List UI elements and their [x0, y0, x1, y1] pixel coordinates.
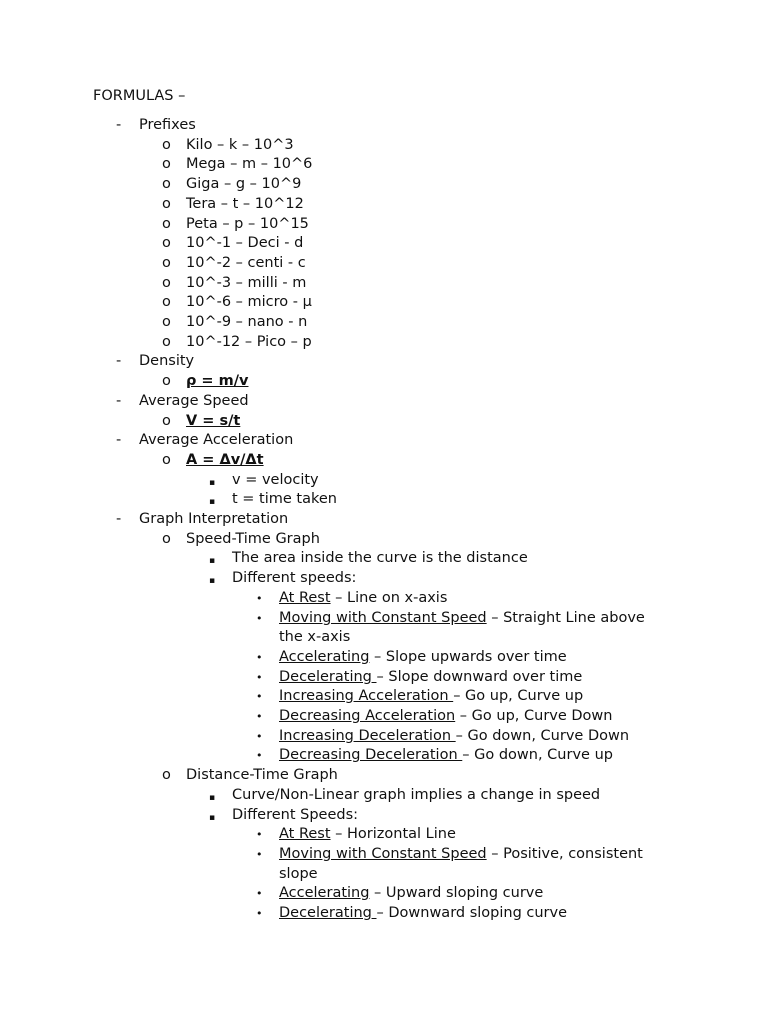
list-item	[279, 588, 447, 608]
list-item	[279, 667, 582, 687]
underlined-term: Accelerating	[279, 649, 370, 665]
list-marker: o	[162, 235, 171, 251]
list-marker: ▪	[209, 478, 216, 488]
list-marker: o	[162, 413, 171, 429]
list-marker: o	[162, 216, 171, 232]
page-title: FORMULAS –	[93, 88, 186, 104]
list-item	[186, 312, 307, 332]
list-marker: o	[162, 275, 171, 291]
list-item	[186, 273, 306, 293]
list-marker: •	[256, 730, 263, 743]
list-item	[279, 706, 612, 726]
list-item	[279, 627, 350, 647]
underlined-term: Moving with Constant Speed	[279, 610, 487, 626]
list-marker: o	[162, 373, 171, 389]
list-item	[279, 844, 643, 864]
list-item	[186, 135, 294, 155]
list-item	[139, 115, 196, 135]
list-marker: o	[162, 255, 171, 271]
list-marker: •	[256, 612, 263, 625]
item-text: Prefixes	[139, 117, 196, 133]
list-item	[279, 745, 613, 765]
item-text: – Slope downward over time	[376, 669, 583, 685]
item-text: 10^-2 – centi - c	[186, 255, 306, 271]
list-marker: -	[116, 353, 122, 369]
list-item	[279, 726, 629, 746]
list-item	[232, 470, 319, 490]
list-item	[186, 233, 303, 253]
item-text: Peta – p – 10^15	[186, 216, 309, 232]
list-item	[279, 608, 645, 628]
item-text: Graph Interpretation	[139, 511, 289, 527]
list-item	[139, 391, 249, 411]
list-item	[232, 568, 356, 588]
list-marker: ▪	[209, 793, 216, 803]
list-marker: -	[116, 393, 122, 409]
underlined-term: Accelerating	[279, 885, 370, 901]
item-text: Average Acceleration	[139, 432, 294, 448]
item-text: – Positive, consistent	[486, 846, 643, 862]
list-marker: •	[256, 907, 263, 920]
list-marker: o	[162, 137, 171, 153]
item-text: – Slope upwards over time	[369, 649, 567, 665]
list-marker: •	[256, 592, 263, 605]
underlined-term: Decelerating	[279, 905, 377, 921]
underlined-term: At Rest	[279, 826, 331, 842]
list-marker: -	[116, 432, 122, 448]
list-marker: o	[162, 314, 171, 330]
list-item	[186, 154, 312, 174]
list-item	[139, 351, 194, 371]
list-marker: -	[116, 511, 122, 527]
item-text: Distance-Time Graph	[186, 767, 338, 783]
list-marker: ▪	[209, 576, 216, 586]
list-item	[232, 785, 600, 805]
item-text: the x-axis	[279, 629, 351, 645]
item-text: 10^-6 – micro - µ	[186, 294, 312, 310]
list-marker: •	[256, 749, 263, 762]
list-item	[186, 214, 309, 234]
list-item	[186, 529, 320, 549]
item-text: Speed-Time Graph	[186, 531, 320, 547]
list-marker: o	[162, 452, 171, 468]
item-text: – Line on x-axis	[330, 590, 448, 606]
list-marker: o	[162, 531, 171, 547]
item-text: 10^-1 – Deci - d	[186, 235, 304, 251]
item-text: – Go up, Curve Down	[455, 708, 613, 724]
list-item	[139, 430, 293, 450]
item-text: Curve/Non-Linear graph implies a change in speed	[232, 787, 601, 803]
list-marker: o	[162, 767, 171, 783]
list-item	[186, 253, 306, 273]
underlined-term: Decreasing Deceleration	[279, 747, 463, 763]
list-item	[186, 371, 248, 391]
item-text: 10^-9 – nano - n	[186, 314, 308, 330]
list-marker: -	[116, 117, 122, 133]
list-marker: o	[162, 334, 171, 350]
list-marker: o	[162, 294, 171, 310]
item-text: 10^-3 – milli - m	[186, 275, 307, 291]
underlined-term: Decreasing Acceleration	[279, 708, 456, 724]
list-marker: •	[256, 828, 263, 841]
list-item	[139, 509, 288, 529]
list-item	[232, 489, 337, 509]
item-text: – Upward sloping curve	[369, 885, 544, 901]
item-text: Giga – g – 10^9	[186, 176, 302, 192]
item-text: Tera – t – 10^12	[186, 196, 304, 212]
list-item	[279, 903, 567, 923]
list-item	[232, 548, 528, 568]
list-item	[186, 292, 312, 312]
item-text: slope	[279, 866, 318, 882]
list-item	[186, 411, 240, 431]
list-item	[186, 194, 304, 214]
item-text: – Straight Line above	[486, 610, 645, 626]
list-marker: ▪	[209, 497, 216, 507]
list-marker: o	[162, 156, 171, 172]
list-marker: ▪	[209, 813, 216, 823]
item-text: The area inside the curve is the distance	[232, 550, 528, 566]
list-marker: •	[256, 887, 263, 900]
item-text: Different Speeds:	[232, 807, 359, 823]
item-text: – Go up, Curve up	[453, 688, 584, 704]
list-marker: •	[256, 671, 263, 684]
underlined-term: A = Δv/Δt	[186, 452, 264, 468]
list-item	[186, 450, 264, 470]
item-text: 10^-12 – Pico – p	[186, 334, 312, 350]
item-text: t = time taken	[232, 491, 337, 507]
list-item	[279, 824, 456, 844]
list-marker: o	[162, 196, 171, 212]
list-marker: •	[256, 690, 263, 703]
item-text: Different speeds:	[232, 570, 357, 586]
item-text: – Horizontal Line	[330, 826, 456, 842]
underlined-term: V = s/t	[186, 413, 241, 429]
list-item	[279, 864, 318, 884]
list-item	[186, 174, 301, 194]
underlined-term: ρ = m/v	[186, 373, 249, 389]
list-item	[186, 765, 338, 785]
item-text: – Downward sloping curve	[376, 905, 568, 921]
item-text: v = velocity	[232, 472, 319, 488]
list-marker: ▪	[209, 556, 216, 566]
item-text: – Go down, Curve Down	[455, 728, 630, 744]
list-marker: •	[256, 710, 263, 723]
item-text: – Go down, Curve up	[462, 747, 613, 763]
underlined-term: Increasing Deceleration	[279, 728, 456, 744]
item-text: Mega – m – 10^6	[186, 156, 313, 172]
underlined-term: Moving with Constant Speed	[279, 846, 487, 862]
item-text: Average Speed	[139, 393, 249, 409]
list-item	[232, 805, 358, 825]
list-item	[186, 332, 312, 352]
list-marker: o	[162, 176, 171, 192]
underlined-term: At Rest	[279, 590, 331, 606]
item-text: Density	[139, 353, 195, 369]
list-item	[279, 647, 567, 667]
list-marker: •	[256, 848, 263, 861]
item-text: Kilo – k – 10^3	[186, 137, 294, 153]
underlined-term: Decelerating	[279, 669, 377, 685]
list-item	[279, 883, 543, 903]
underlined-term: Increasing Acceleration	[279, 688, 454, 704]
list-item	[279, 686, 583, 706]
list-marker: •	[256, 651, 263, 664]
